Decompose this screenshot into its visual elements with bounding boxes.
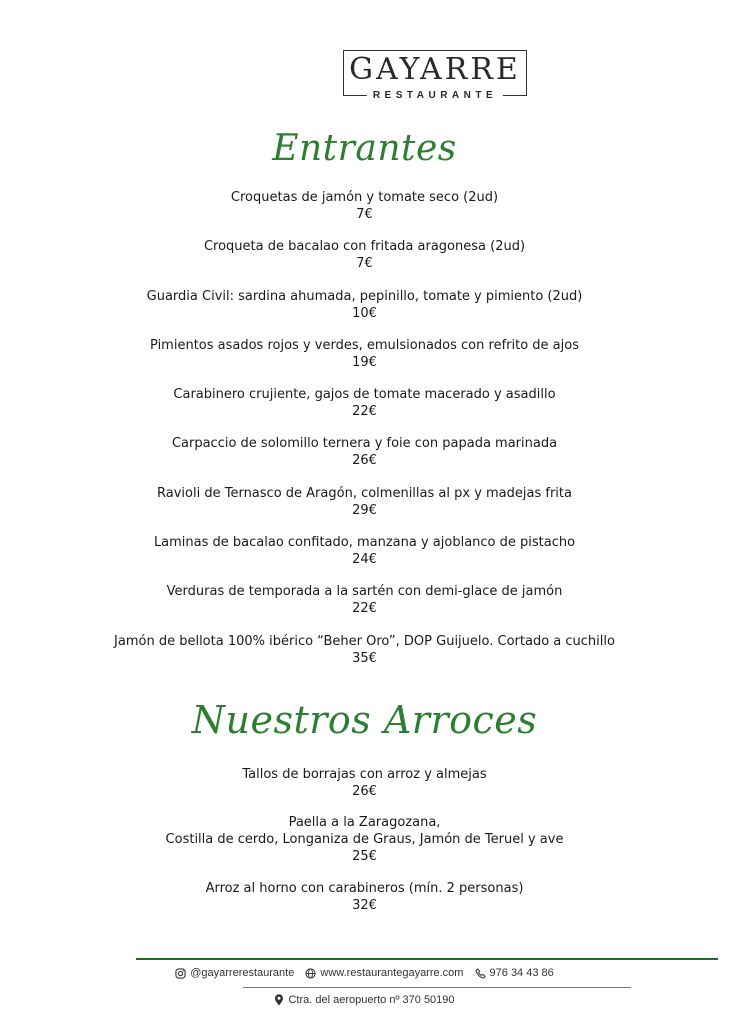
footer-phone[interactable] xyxy=(475,967,554,979)
item-name: Verduras de temporada a la sartén con demi-glace de jamón xyxy=(166,584,563,600)
menu-item xyxy=(0,633,729,682)
menu-item xyxy=(0,386,729,435)
item-price: 25€ xyxy=(352,849,377,864)
item-price: 7€ xyxy=(356,256,373,272)
footer-address xyxy=(0,994,729,1009)
item-price: 22€ xyxy=(352,404,377,420)
footer-divider xyxy=(136,958,718,960)
item-name: Carabinero crujiente, gajos de tomate macerado y asadillo xyxy=(173,387,556,403)
arroces-list xyxy=(0,766,729,928)
item-name: Carpaccio de solomillo ternera y foie con papada marinada xyxy=(171,436,558,452)
item-price: 26€ xyxy=(352,784,377,799)
globe-icon xyxy=(305,968,316,979)
item-name: Guardia Civil: sardina ahumada, pepinillo, tomate y pimiento (2ud) xyxy=(146,288,583,304)
restaurant-logo xyxy=(343,50,527,101)
item-price: 29€ xyxy=(352,502,377,518)
item-name: Croquetas de jamón y tomate seco (2ud) xyxy=(230,190,499,205)
address-chunk xyxy=(274,994,454,1006)
item-name: Arroz al horno con carabineros (mín. 2 personas) xyxy=(205,881,524,896)
instagram-icon xyxy=(175,968,186,979)
menu-item xyxy=(0,814,729,880)
item-name: Croqueta de bacalao con fritada aragonesa (2ud) xyxy=(203,239,526,255)
website-url: www.restaurantegayarre.com xyxy=(320,967,464,979)
item-price: 26€ xyxy=(352,453,377,469)
menu-item xyxy=(0,288,729,337)
menu-item xyxy=(0,880,729,928)
address-text: Ctra. del aeropuerto nº 370 50190 xyxy=(288,994,455,1006)
item-description: Costilla de cerdo, Longaniza de Graus, Jamón de Teruel y ave xyxy=(165,832,564,847)
item-name: Laminas de bacalao confitado, manzana y ajoblanco de pistacho xyxy=(153,535,576,551)
logo-name: GAYARRE xyxy=(349,52,521,87)
menu-item xyxy=(0,238,729,287)
item-name: Pimientos asados rojos y verdes, emulsionados con refrito de ajos xyxy=(150,337,579,353)
item-price: 19€ xyxy=(352,354,377,370)
phone-number: 976 34 43 86 xyxy=(489,967,554,979)
location-pin-icon xyxy=(274,994,284,1006)
item-name: Tallos de borrajas con arroz y almejas xyxy=(242,767,487,782)
item-name: Paella a la Zaragozana, xyxy=(288,815,441,830)
item-price: 22€ xyxy=(352,601,377,617)
menu-item xyxy=(0,435,729,484)
entrantes-list xyxy=(0,189,729,682)
menu-item xyxy=(0,337,729,386)
menu-item xyxy=(0,189,729,238)
footer-divider-thin xyxy=(243,987,631,988)
instagram-handle: @gayarrerestaurante xyxy=(190,967,295,979)
menu-item xyxy=(0,766,729,814)
logo-subtitle: RESTAURANTE xyxy=(367,90,503,102)
footer-contact xyxy=(0,967,729,982)
item-price: 24€ xyxy=(352,552,377,568)
menu-item xyxy=(0,485,729,534)
section-title-entrantes: Entrantes xyxy=(272,128,457,169)
item-price: 32€ xyxy=(352,898,377,913)
item-price: 10€ xyxy=(352,305,377,321)
footer-instagram[interactable] xyxy=(175,967,294,979)
menu-item xyxy=(0,583,729,632)
footer-website[interactable] xyxy=(305,967,463,979)
item-name: Jamón de bellota 100% ibérico “Beher Oro”, DOP Guijuelo. Cortado a cuchillo xyxy=(114,633,615,649)
section-title-arroces: Nuestros Arroces xyxy=(191,698,538,742)
item-name: Ravioli de Ternasco de Aragón, colmenillas al px y madejas frita xyxy=(157,485,572,501)
item-price: 7€ xyxy=(356,207,373,222)
phone-icon xyxy=(475,968,486,979)
item-price: 35€ xyxy=(352,650,377,666)
menu-item xyxy=(0,534,729,583)
